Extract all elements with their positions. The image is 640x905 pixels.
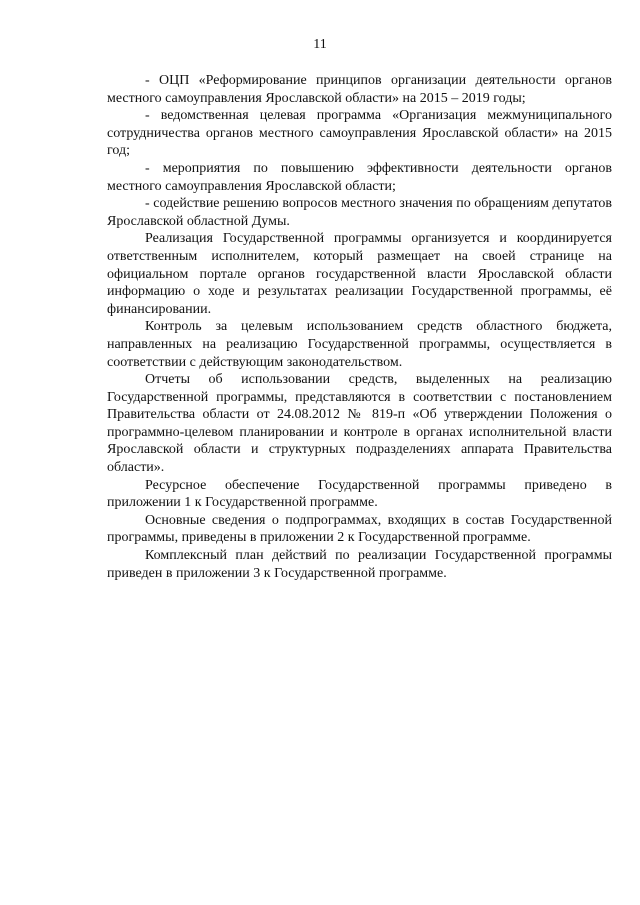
paragraph-item-ocp: - ОЦП «Реформирование принципов организации деятельности органов местного самоуправления Ярославской области» на 2015 – 2019 годы; xyxy=(107,73,612,106)
page-number: 11 xyxy=(313,37,327,52)
paragraph-item-departmental-program: - ведомственная целевая программа «Организация межмуниципального сотрудничества органов местного самоуправления Ярославской области» на 2015 год; xyxy=(107,108,612,159)
paragraph-reports: Отчеты об использовании средств, выделенных на реализацию Государственной программы, представляются в соответствии с постановлением Правительства области от 24.08.2012 № 819-п «Об утверждении Положения о программно-целевом планировании и контроле в органах исполнительной власти Ярославской области и структурных подразделениях аппарата Правительства области». xyxy=(107,372,612,476)
paragraph-action-plan: Комплексный план действий по реализации Государственной программы приведен в приложении 3 к Государственной программе. xyxy=(107,548,612,581)
paragraph-item-efficiency-measures: - мероприятия по повышению эффективности деятельности органов местного самоуправления Ярославской области; xyxy=(107,160,612,194)
document-body xyxy=(107,72,612,582)
paragraph-subprograms: Основные сведения о подпрограммах, входящих в состав Государственной программы, приведены в приложении 2 к Государственной программе. xyxy=(107,512,612,546)
paragraph-resource-provision: Ресурсное обеспечение Государственной программы приведено в приложении 1 к Государственной программе. xyxy=(107,477,612,511)
paragraph-item-deputy-requests: - содействие решению вопросов местного значения по обращениям депутатов Ярославской областной Думы. xyxy=(107,196,612,229)
paragraph-budget-control: Контроль за целевым использованием средств областного бюджета, направленных на реализацию Государственной программы, осуществляется в соответствии с действующим законодательством. xyxy=(107,319,612,370)
paragraph-implementation: Реализация Государственной программы организуется и координируется ответственным исполнителем, который размещает на своей странице на официальном портале органов государственной власти Ярославской области информацию о ходе и результатах реализации Государственной программы, её финансировании. xyxy=(107,231,612,317)
